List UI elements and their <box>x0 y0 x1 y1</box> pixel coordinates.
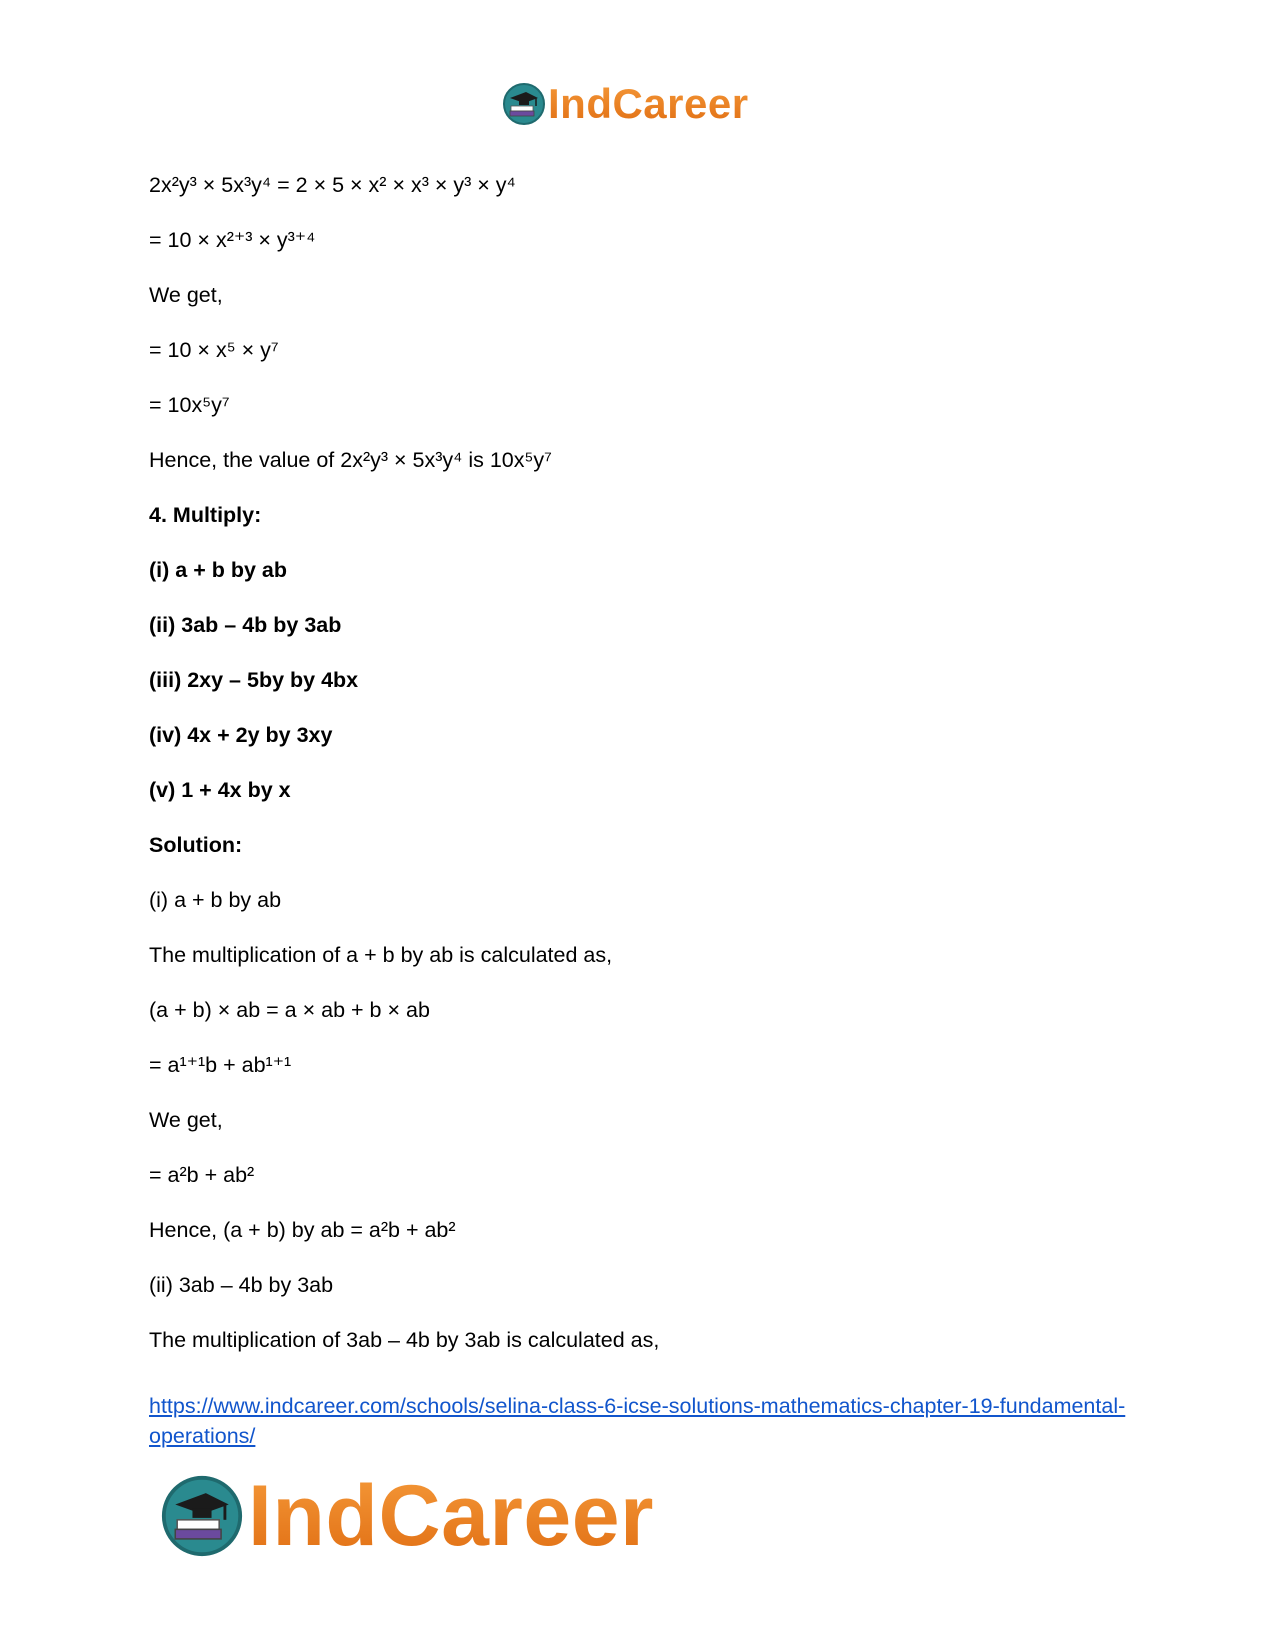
text-line: (a + b) × ab = a × ab + b × ab <box>149 998 430 1022</box>
text-line: = 10 × x⁵ × y⁷ <box>149 338 279 362</box>
header-logo <box>502 78 782 130</box>
question-heading: 4. Multiply: <box>149 503 262 527</box>
text-line: = 10x⁵y⁷ <box>149 393 230 417</box>
text-line: 2x²y³ × 5x³y⁴ = 2 × 5 × x² × x³ × y³ × y⁴ <box>149 173 516 197</box>
question-part: (i) a + b by ab <box>149 558 287 582</box>
question-part: (iv) 4x + 2y by 3xy <box>149 723 333 747</box>
text-line: = a²b + ab² <box>149 1163 255 1187</box>
solution-heading: Solution: <box>149 833 243 857</box>
question-part: (iii) 2xy – 5by by 4bx <box>149 668 359 692</box>
footer-logo <box>160 1468 700 1564</box>
book-graduation-cap-icon <box>160 1474 244 1558</box>
source-link[interactable]: https://www.indcareer.com/schools/selina-class-6-icse-solutions-mathematics-chapter-19-fundamental-operations/ <box>149 1394 1126 1448</box>
question-part: (ii) 3ab – 4b by 3ab <box>149 613 342 637</box>
question-part: (v) 1 + 4x by x <box>149 778 291 802</box>
text-line: We get, <box>149 283 223 307</box>
document-body <box>149 172 1129 1382</box>
text-line: We get, <box>149 1108 223 1132</box>
text-line: (ii) 3ab – 4b by 3ab <box>149 1273 334 1297</box>
text-line: = a¹⁺¹b + ab¹⁺¹ <box>149 1053 292 1077</box>
book-graduation-cap-icon <box>502 82 546 126</box>
logo-text: IndCareer <box>548 80 749 127</box>
text-line: (i) a + b by ab <box>149 888 282 912</box>
text-line: The multiplication of a + b by ab is calculated as, <box>149 943 613 967</box>
logo-text: IndCareer <box>248 1467 654 1564</box>
text-line: Hence, the value of 2x²y³ × 5x³y⁴ is 10x⁵y⁷ <box>149 448 552 472</box>
text-line: The multiplication of 3ab – 4b by 3ab is calculated as, <box>149 1328 660 1352</box>
text-line: = 10 × x²⁺³ × y³⁺⁴ <box>149 228 316 252</box>
text-line: Hence, (a + b) by ab = a²b + ab² <box>149 1218 456 1242</box>
